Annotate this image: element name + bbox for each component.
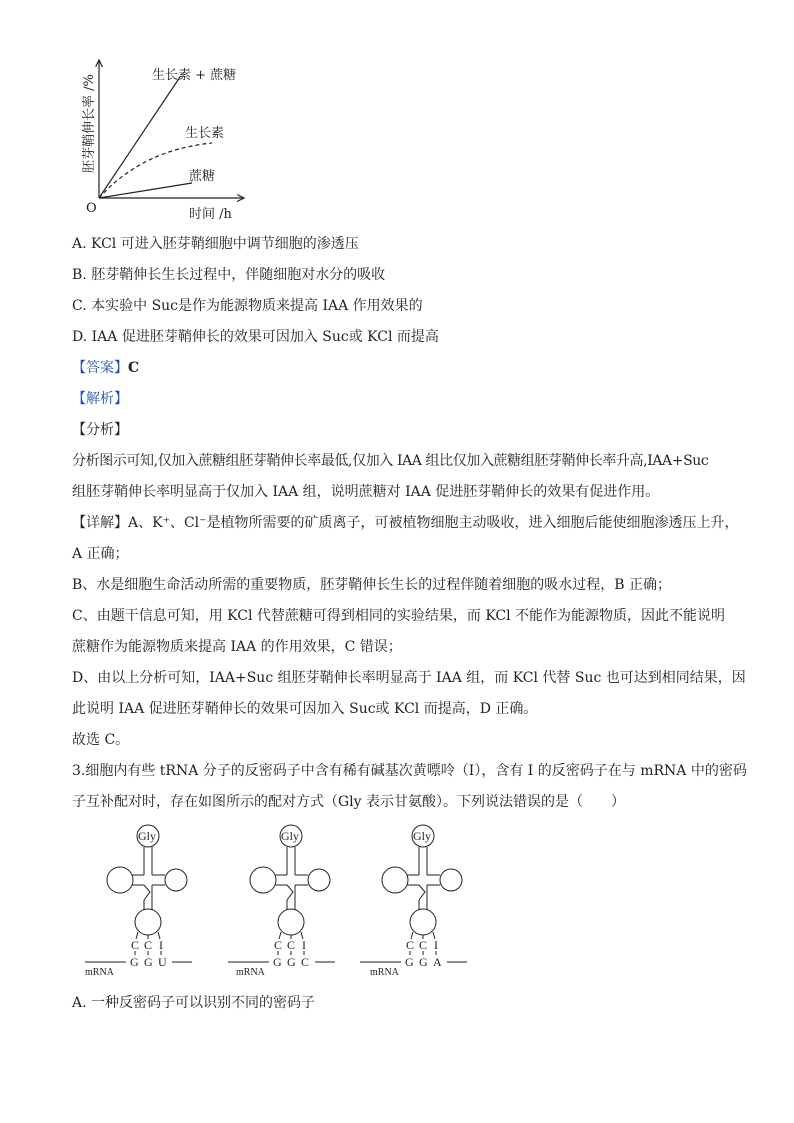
curve-label-iaa: 生长素 [185,126,225,141]
trna-3-anticodon-2: C [419,938,428,952]
answer-value: C [128,360,140,376]
trna-2-codon-3: C [301,955,310,969]
curve-label-suc: 蔗糖 [189,169,216,184]
trna-1-amino-acid: Gly [138,829,156,843]
trna-3-codon-3: A [433,955,442,969]
trna-3-codon-2: G [419,955,428,969]
option-c: C. 本实验中 Suc是作为能源物质来提高 IAA 作用效果的 [72,298,423,314]
curve-label-iaa-suc: 生长素 + 蔗糖 [152,68,237,83]
trna-3-mrna-label: mRNA [370,967,399,978]
trna-2-amino-acid: Gly [281,829,299,843]
curve-suc [99,183,192,198]
trna-1-codon-1: G [130,955,139,969]
trna-3-anticodon-3: I [434,938,438,952]
detail-line-6: D、由以上分析可知，IAA+Suc 组胚芽鞘伸长率明显高于 IAA 组，而 KCl 代替 Suc 也可达到相同结果，因 [72,670,746,686]
trna-3-codon-1: G [405,955,414,969]
question3-line-2: 子互补配对时，存在如图所示的配对方式（Gly 表示甘氨酸）。下列说法错误的是（ ） [72,794,626,810]
option-b: B. 胚芽鞘伸长生长过程中，伴随细胞对水分的吸收 [72,267,386,283]
question3-line-1: 3.细胞内有些 tRNA 分子的反密码子中含有稀有碱基次黄嘌呤（I），含有 I 的反密码子在与 mRNA 中的密码 [72,763,747,779]
detail-line-1: 【详解】A、K⁺、Cl⁻是植物所需要的矿质离子，可被植物细胞主动吸收，进入细胞后能使细胞渗透压上升， [72,515,739,531]
trna-3-amino-acid: Gly [413,829,431,843]
trna-1-codon-2: G [144,955,153,969]
detail-line-4: C、由题干信息可知，用 KCl 代替蔗糖可得到相同的实验结果，而 KCl 不能作为能源物质，因此不能说明 [72,608,726,624]
trna-3-anticodon-1: C [406,938,415,952]
option-a: A. KCl 可进入胚芽鞘细胞中调节细胞的渗透压 [72,236,359,252]
trna-1 [85,825,192,978]
trna-1-mrna-label: mRNA [85,967,114,978]
trna-2-codon-2: G [287,955,296,969]
graph-origin: O [86,201,97,216]
trna-2 [228,825,335,978]
detail-line-5: 蔗糖作为能源物质来提高 IAA 的作用效果，C 错误； [72,639,402,655]
trna-2-anticodon-3: I [302,938,306,952]
trna-2-codon-1: G [273,955,282,969]
detail-line-7: 此说明 IAA 促进胚芽鞘伸长的效果可因加入 Suc或 KCl 而提高，D 正确。 [72,701,538,717]
trna-2-anticodon-1: C [274,938,283,952]
trna-1-anticodon-2: C [144,938,153,952]
analysis-label: 【解析】 [72,391,128,407]
detail-line-8: 故选 C。 [72,732,130,748]
trna-1-anticodon-1: C [131,938,140,952]
curve-iaa-suc [99,77,180,198]
answer-label: 【答案】 [72,360,128,376]
fenxi-line-1: 分析图示可知,仅加入蔗糖组胚芽鞘伸长率最低,仅加入 IAA 组比仅加入蔗糖组胚芽鞘伸长率升高,IAA+Suc [72,453,709,469]
answer-line [72,359,139,377]
graph-ylabel: 胚芽鞘伸长率 /% [82,74,97,173]
trna-2-anticodon-2: C [287,938,296,952]
trna-3 [360,825,467,978]
trna-2-mrna-label: mRNA [236,967,265,978]
detail-line-2: A 正确； [72,546,129,562]
question3-option-a: A. 一种反密码子可以识别不同的密码子 [72,995,316,1011]
trna-1-codon-3: U [158,955,167,969]
growth-graph [72,55,262,225]
trna-diagrams [80,822,480,982]
graph-xlabel: 时间 /h [189,207,232,222]
detail-line-3: B、水是细胞生命活动所需的重要物质，胚芽鞘伸长生长的过程伴随着细胞的吸水过程，B 正确； [72,577,672,593]
option-d: D. IAA 促进胚芽鞘伸长的效果可因加入 Suc或 KCl 而提高 [72,329,439,345]
trna-1-anticodon-3: I [159,938,163,952]
fenxi-label: 【分析】 [72,422,128,438]
fenxi-line-2: 组胚芽鞘伸长率明显高于仅加入 IAA 组，说明蔗糖对 IAA 促进胚芽鞘伸长的效果有促进作用。 [72,484,660,500]
